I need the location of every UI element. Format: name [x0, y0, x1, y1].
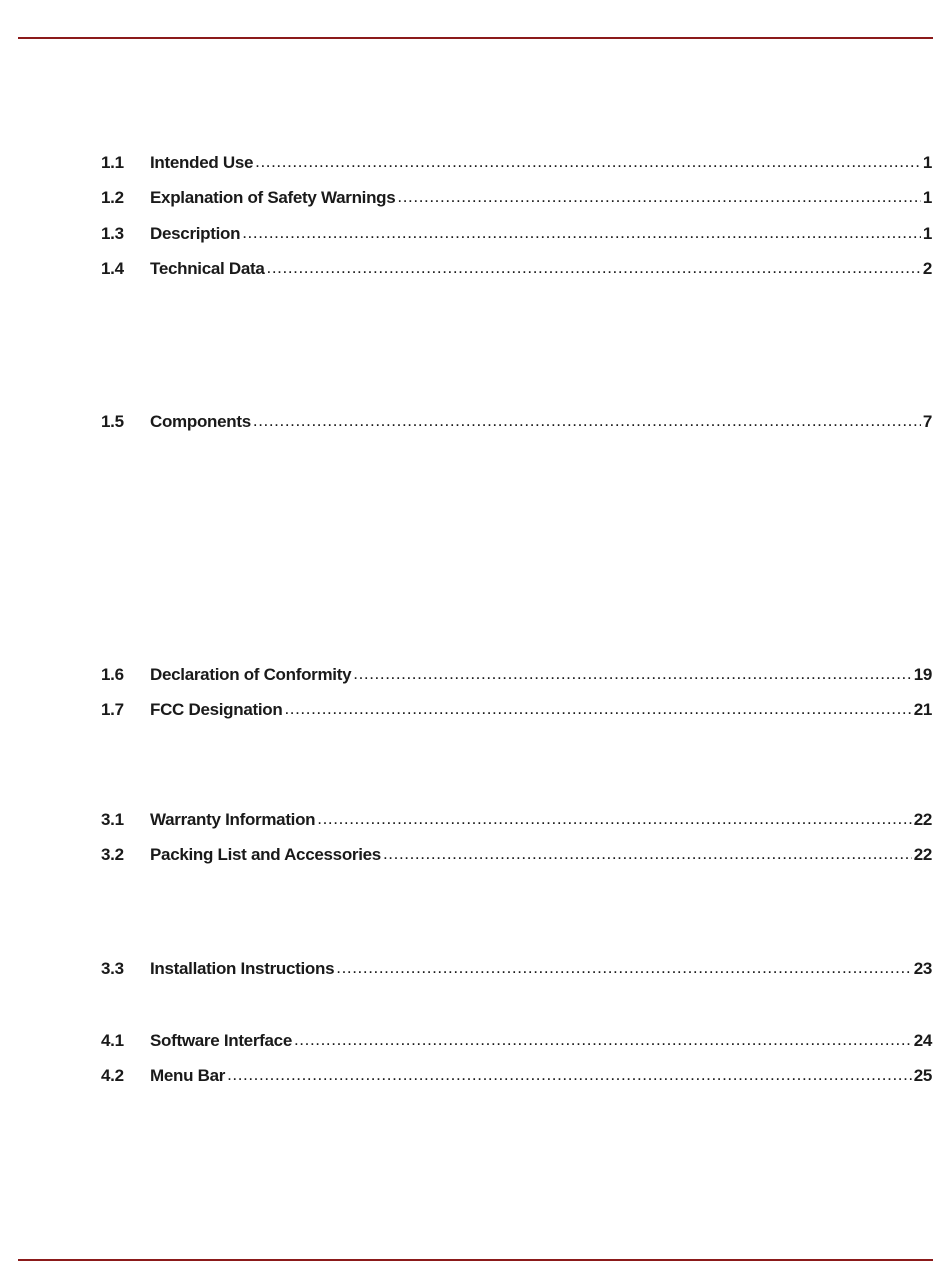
toc-page-number: 22 [913, 845, 932, 864]
toc-page-number: 19 [913, 665, 932, 684]
toc-number: 1.6 [101, 665, 124, 684]
toc-title: Software Interface [150, 1031, 292, 1050]
toc-number: 1.2 [101, 188, 124, 207]
toc-entry-1-2[interactable] [101, 188, 932, 212]
footer-rule [18, 1259, 933, 1261]
toc-entry-1-3[interactable] [101, 224, 932, 248]
toc-page-number: 1 [922, 153, 932, 172]
toc-number: 3.1 [101, 810, 124, 829]
toc-entry-1-4[interactable] [101, 259, 932, 283]
toc-leader-dots [227, 1065, 912, 1085]
toc-title: Declaration of Conformity [150, 665, 352, 684]
toc-leader-dots [336, 958, 911, 978]
toc-page-number: 2 [922, 259, 932, 278]
toc-title: Menu Bar [150, 1066, 226, 1085]
toc-title: FCC Designation [150, 700, 283, 719]
toc-entry-3-1[interactable] [101, 810, 932, 834]
toc-page-number: 1 [922, 224, 932, 243]
toc-title: Description [150, 224, 241, 243]
toc-number: 4.1 [101, 1031, 124, 1050]
toc-title: Technical Data [150, 259, 265, 278]
toc-number: 4.2 [101, 1066, 124, 1085]
toc-page-number: 22 [913, 810, 932, 829]
toc-leader-dots [284, 699, 911, 719]
toc-entry-1-6[interactable] [101, 665, 932, 689]
toc-number: 1.7 [101, 700, 124, 719]
toc-leader-dots [353, 664, 911, 684]
toc-page-number: 7 [922, 412, 932, 431]
toc-title: Packing List and Accessories [150, 845, 381, 864]
toc-leader-dots [267, 258, 921, 278]
toc-entry-1-5[interactable] [101, 412, 932, 436]
toc-number: 1.1 [101, 153, 124, 172]
toc-leader-dots [294, 1030, 912, 1050]
toc-number: 1.5 [101, 412, 124, 431]
toc-title: Warranty Information [150, 810, 316, 829]
toc-page-number: 21 [913, 700, 932, 719]
toc-leader-dots [253, 411, 921, 431]
toc-title: Components [150, 412, 251, 431]
toc-title: Intended Use [150, 153, 254, 172]
toc-number: 3.2 [101, 845, 124, 864]
toc-title: Explanation of Safety Warnings [150, 188, 396, 207]
toc-leader-dots [317, 809, 911, 829]
toc-number: 3.3 [101, 959, 124, 978]
toc-number: 1.3 [101, 224, 124, 243]
toc-entry-1-7[interactable] [101, 700, 932, 724]
toc-title: Installation Instructions [150, 959, 335, 978]
toc-entry-3-2[interactable] [101, 845, 932, 869]
toc-entry-4-1[interactable] [101, 1031, 932, 1055]
toc-leader-dots [255, 152, 921, 172]
header-rule [18, 37, 933, 39]
toc-entry-1-1[interactable] [101, 153, 932, 177]
toc-page-number: 1 [922, 188, 932, 207]
toc-entry-3-3[interactable] [101, 959, 932, 983]
toc-entry-4-2[interactable] [101, 1066, 932, 1090]
toc-leader-dots [397, 187, 920, 207]
toc-page-number: 23 [913, 959, 932, 978]
toc-number: 1.4 [101, 259, 124, 278]
toc-leader-dots [242, 223, 921, 243]
toc-leader-dots [383, 844, 912, 864]
toc-page-number: 24 [913, 1031, 932, 1050]
toc-page-number: 25 [913, 1066, 932, 1085]
